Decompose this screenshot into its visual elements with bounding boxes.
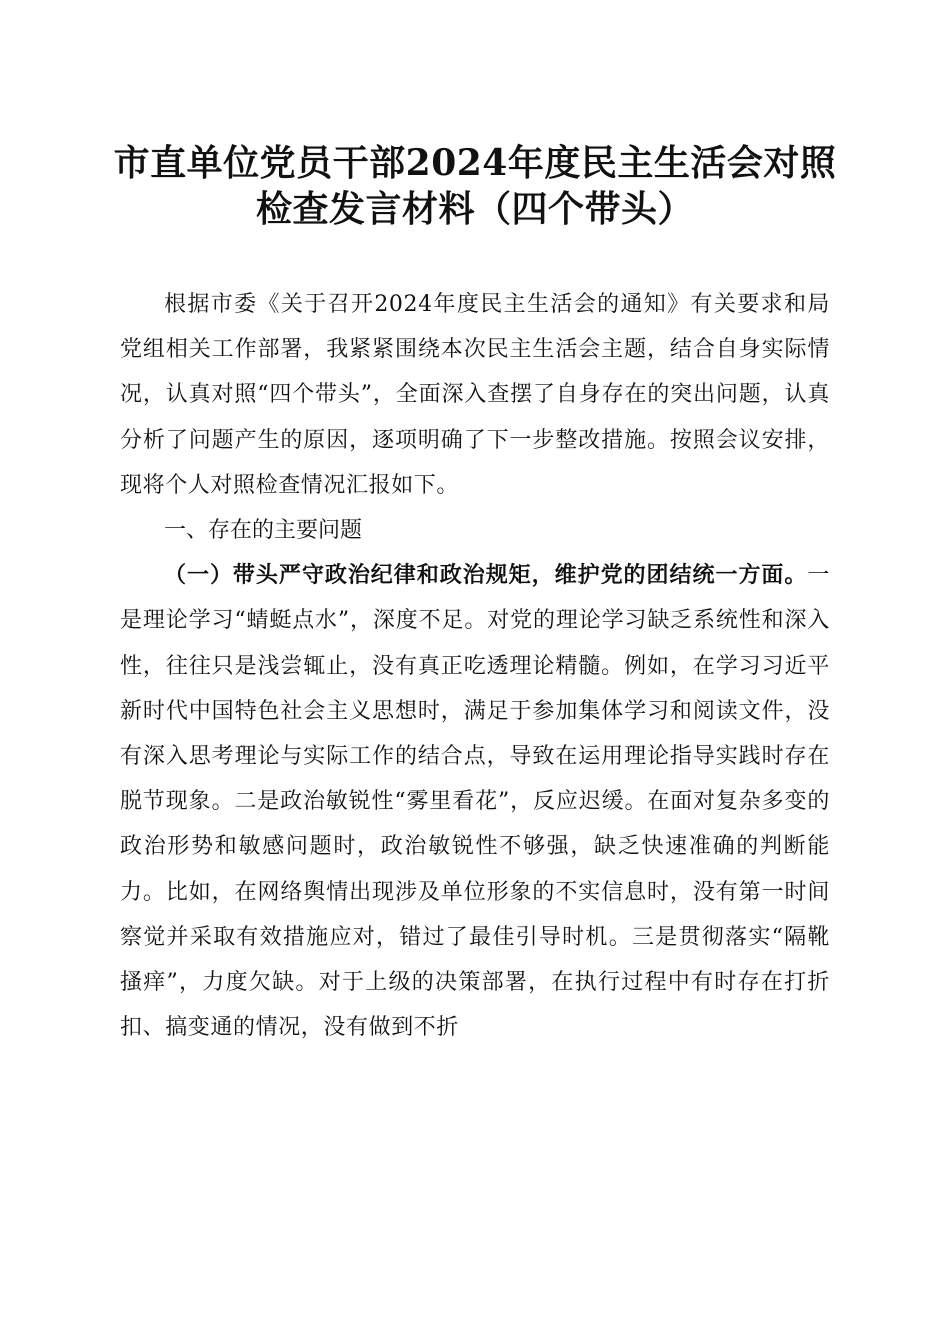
- intro-paragraph: 根据市委《关于召开2024年度民主生活会的通知》有关要求和局党组相关工作部署，我紧紧围绕本次民主生活会主题，结合自身实际情况，认真对照“四个带头”，全面深入查摆了自身存在的突出问题，认真分析了问题产生的原因，逐项明确了下一步整改措施。按照会议安排，现将个人对照检查情况汇报如下。: [120, 292, 830, 498]
- subsection-body: 一是理论学习“蜻蜓点水”，深度不足。对党的理论学习缺乏系统性和深入性，往往只是浅尝辄止，没有真正吃透理论精髓。例如，在学习习近平新时代中国特色社会主义思想时，满足于参加集体学习和阅读文件，没有深入思考理论与实际工作的结合点，导致在运用理论指导实践时存在脱节现象。二是政治敏锐性“雾里看花”，反应迟缓。在面对复杂多变的政治形势和敏感问题时，政治敏锐性不够强，缺乏快速准确的判断能力。比如，在网络舆情出现涉及单位形象的不实信息时，没有第一时间察觉并采取有效措施应对，错过了最佳引导时机。三是贯彻落实“隔靴搔痒”，力度欠缺。对于上级的决策部署，在执行过程中有时存在打折扣、搞变通的情况，没有做到不折: [120, 563, 830, 1041]
- document-body: [120, 282, 830, 1050]
- title-line-2: 检查发言材料（四个带头）: [255, 188, 694, 230]
- subsection-paragraph: [120, 553, 830, 1050]
- document-title: [100, 140, 850, 232]
- title-line-1: 市直单位党员干部2024年度民主生活会对照: [113, 142, 837, 184]
- section-heading-problems: 一、存在的主要问题: [164, 518, 363, 544]
- subsection-heading: （一）带头严守政治纪律和政治规矩，维护党的团结统一方面。: [164, 562, 808, 589]
